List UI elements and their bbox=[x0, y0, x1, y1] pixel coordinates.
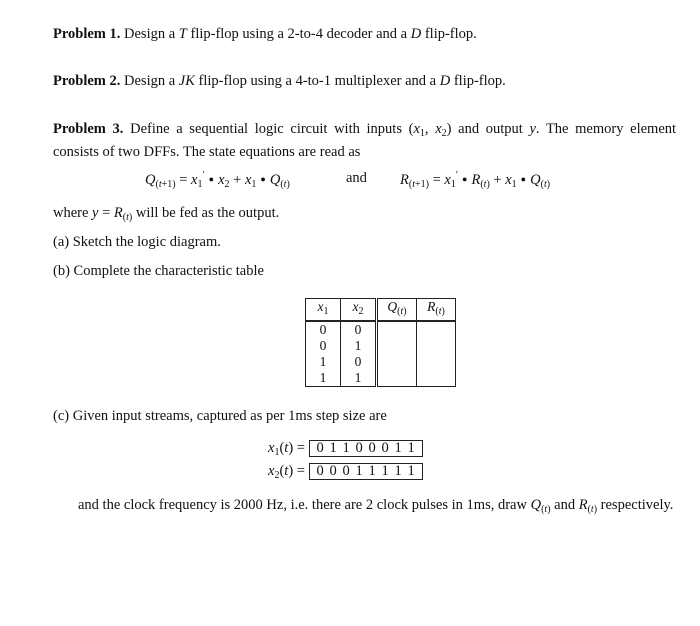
table-cell-q[interactable] bbox=[377, 338, 417, 354]
problem-2 bbox=[53, 72, 676, 90]
table-cell: 0 bbox=[341, 321, 377, 338]
table-cell-q[interactable] bbox=[377, 321, 417, 338]
table-cell: 1 bbox=[341, 338, 377, 354]
problem-3-intro-a: Define a sequential logic circuit with inputs bbox=[130, 121, 402, 137]
table-cell: 1 bbox=[306, 354, 341, 370]
table-row bbox=[306, 321, 456, 338]
table-cell: 1 bbox=[306, 370, 341, 387]
problem-2-text-c: flip-flop. bbox=[453, 73, 506, 89]
x1-vector: 0 1 1 0 0 0 1 1 bbox=[309, 440, 423, 457]
problem-3-intro: Problem 3. Define a sequential logic circuit with inputs ($x_1$, $x_2$) and output y. The memory element consists of two DFFs. The state equations are read as bbox=[53, 121, 677, 160]
problem-1-text-c: flip-flop. bbox=[424, 26, 477, 42]
table-header-row bbox=[306, 299, 456, 322]
problem-2-text: Design a bbox=[124, 73, 176, 89]
table-cell: 1 bbox=[341, 370, 377, 387]
equation-and: and bbox=[346, 170, 367, 186]
table-cell: 0 bbox=[306, 338, 341, 354]
problem-1-var-d: D bbox=[410, 26, 422, 42]
problem-2-var-d: D bbox=[439, 73, 451, 89]
part-c-intro: (c) Given input streams, captured as per 1ms step size are bbox=[53, 408, 387, 424]
table-cell: 0 bbox=[306, 321, 341, 338]
problem-2-text-b: flip-flop using a 4-to-1 multiplexer and a bbox=[198, 73, 437, 89]
problem-1 bbox=[53, 25, 676, 43]
problem-1-text-b: flip-flop using a 2-to-4 decoder and a bbox=[190, 26, 408, 42]
table-cell: 0 bbox=[341, 354, 377, 370]
part-a: (a) Sketch the logic diagram. bbox=[53, 234, 221, 250]
part-c-tail: and the clock frequency is 2000 Hz, i.e. there are 2 clock pulses in 1ms, draw $Q_{(t)}$ and $R_{(t)}$ respectively. bbox=[78, 497, 674, 515]
table-header-x2: $x_2$ bbox=[341, 299, 377, 322]
table-header-x1: $x_1$ bbox=[306, 299, 341, 322]
x1-stream: $x_1(t) = 0$ 1 1 0 0 0 1 1 bbox=[268, 440, 423, 458]
table-cell-r[interactable] bbox=[417, 338, 456, 354]
x2-vector: 0 0 0 1 1 1 1 1 bbox=[309, 463, 423, 480]
table-cell-r[interactable] bbox=[417, 370, 456, 387]
output-note-text: will be fed as the output. bbox=[135, 205, 280, 221]
table-cell-q[interactable] bbox=[377, 370, 417, 387]
part-c-and: and bbox=[554, 497, 576, 513]
where-word: where bbox=[53, 205, 89, 221]
table-header-q: $Q_{(t)}$ bbox=[377, 299, 417, 322]
problem-3-intro-c: The memory element consists of two DFFs. The state equations are read as bbox=[53, 121, 677, 160]
problem-3-intro-b: and output bbox=[458, 121, 523, 137]
part-c-end: respectively. bbox=[600, 497, 674, 513]
table-header-r: $R_{(t)}$ bbox=[417, 299, 456, 322]
table-cell-q[interactable] bbox=[377, 354, 417, 370]
characteristic-table bbox=[305, 298, 456, 387]
problem-1-text: Design a bbox=[124, 26, 176, 42]
problem-2-label: Problem 2. bbox=[53, 73, 121, 89]
problem-2-var-jk: JK bbox=[178, 73, 195, 89]
part-b: (b) Complete the characteristic table bbox=[53, 263, 264, 279]
equation-q: $Q_{(t+1)} = x_1'$ ● $x_2 + x_1$ ● $Q_{(t)}$ bbox=[145, 170, 290, 190]
output-note: where $y = R_{(t)}$ will be fed as the output. bbox=[53, 205, 280, 223]
problem-3-label: Problem 3. bbox=[53, 121, 124, 137]
part-c-tail-text: and the clock frequency is 2000 Hz, i.e. there are 2 clock pulses in 1ms, draw bbox=[78, 497, 527, 513]
table-cell-r[interactable] bbox=[417, 354, 456, 370]
table-row bbox=[306, 354, 456, 370]
x2-stream: $x_2(t) = 0$ 0 0 1 1 1 1 1 bbox=[268, 463, 423, 481]
problem-1-var-t: T bbox=[178, 26, 187, 42]
problem-1-label: Problem 1. bbox=[53, 26, 121, 42]
table-row bbox=[306, 338, 456, 354]
table-cell-r[interactable] bbox=[417, 321, 456, 338]
equation-r: $R_{(t+1)} = x_1'$ ● $R_{(t)} + x_1$ ● $Q_{(t)}$ bbox=[400, 170, 551, 190]
table-row bbox=[306, 370, 456, 387]
